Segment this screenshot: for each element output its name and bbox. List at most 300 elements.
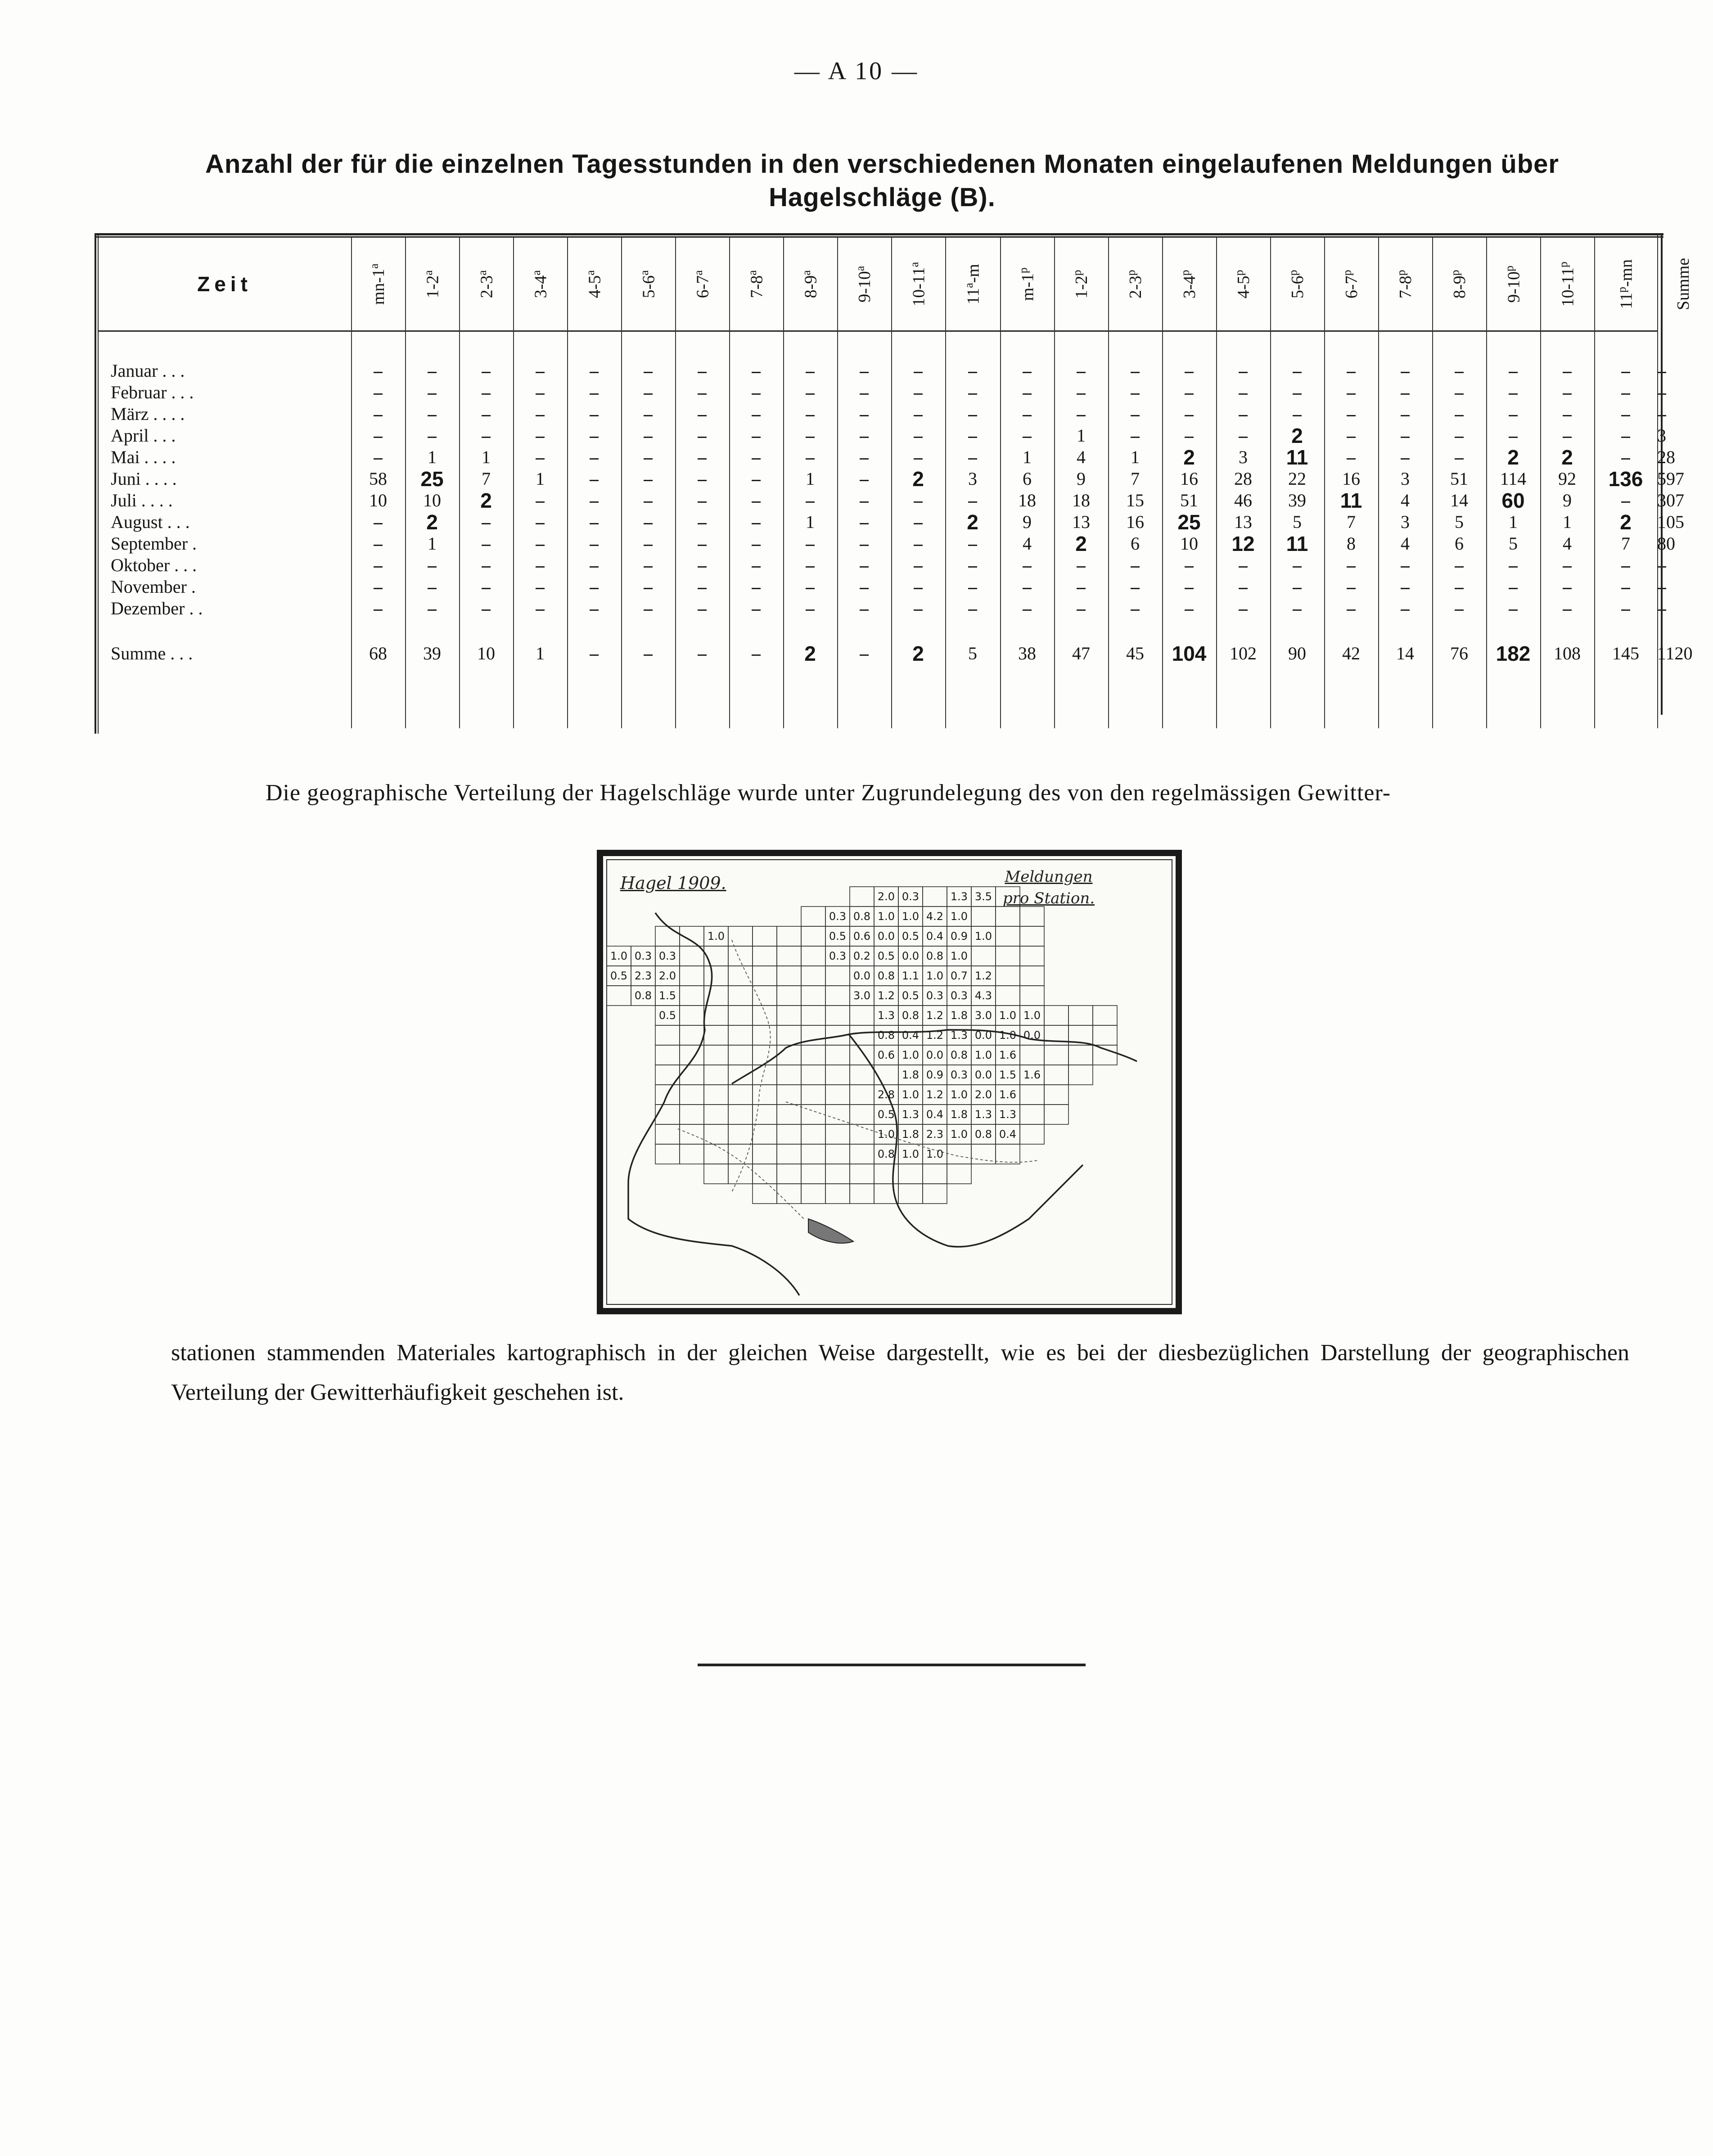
- dash-mark: [1239, 437, 1248, 438]
- column-header-base: 10-11: [909, 267, 929, 307]
- column-header-base: 1-2: [1072, 275, 1091, 298]
- table-cell-empty: [1432, 598, 1486, 619]
- dash-mark: [968, 437, 977, 438]
- table-cell: 1: [1077, 425, 1086, 446]
- table-cell-empty: [837, 447, 891, 468]
- table-cell-empty: [1216, 403, 1270, 425]
- table-cell-empty: [1540, 425, 1594, 447]
- map-cell-value: 1.5: [999, 1069, 1017, 1081]
- dash-mark: [644, 480, 653, 481]
- map-cell-value: 3.0: [853, 989, 871, 1002]
- table-cell-empty: [459, 360, 513, 382]
- dash-mark: [860, 501, 869, 503]
- table-cell: 3: [1401, 469, 1410, 489]
- table-cell-empty: [1594, 403, 1657, 425]
- table-cell-empty: [1378, 425, 1432, 447]
- row-label: November .: [111, 577, 196, 597]
- map-cell-value: 0.5: [829, 930, 847, 943]
- column-header-label: [1615, 259, 1636, 309]
- dash-mark: [968, 545, 977, 546]
- map-cell-value: 1.6: [999, 1049, 1017, 1061]
- map-cell-value: 1.3: [950, 890, 968, 903]
- table-cell-empty: [1432, 447, 1486, 468]
- table-cell-empty: [783, 490, 837, 511]
- dash-mark: [1239, 588, 1248, 589]
- dash-mark: [1509, 415, 1518, 416]
- table-cell-empty: [1216, 598, 1270, 619]
- column-header: [783, 239, 837, 329]
- table-cell-empty: [621, 576, 675, 598]
- table-cell: 18: [1072, 490, 1090, 510]
- map-cell-value: 0.0: [926, 1049, 944, 1061]
- column-header: [1162, 239, 1216, 329]
- table-cell-empty: [675, 643, 729, 664]
- table-cell-empty: [1594, 598, 1657, 619]
- table-cell-empty: [459, 533, 513, 555]
- page-header: — A 10 —: [794, 57, 919, 85]
- table-cell: 9: [1023, 512, 1032, 532]
- table-cell: 14: [1450, 490, 1468, 510]
- dash-mark: [590, 393, 599, 395]
- hail-reports-table: [95, 233, 1693, 734]
- map-cell-value: 1.0: [950, 1088, 968, 1101]
- dash-mark: [1131, 372, 1140, 373]
- table-cell-empty: [621, 511, 675, 533]
- table-cell: 60: [1501, 489, 1525, 512]
- column-header-base: 9-10: [1504, 271, 1524, 303]
- dash-mark: [752, 415, 761, 416]
- table-cell: 114: [1500, 469, 1527, 489]
- column-header: [945, 239, 1000, 329]
- dash-mark: [428, 393, 437, 395]
- dash-mark: [860, 437, 869, 438]
- dash-mark: [914, 393, 923, 395]
- dash-mark: [644, 393, 653, 395]
- column-header-label: [1287, 270, 1308, 298]
- table-cell-empty: [891, 360, 945, 382]
- map-cell-value: 0.8: [877, 970, 895, 982]
- dash-mark: [644, 458, 653, 460]
- column-header-label: [800, 270, 821, 298]
- map-cell-value: 1.3: [877, 1009, 895, 1022]
- table-cell: 2: [1291, 424, 1303, 447]
- table-cell-empty: [1054, 598, 1108, 619]
- table-cell-empty: [513, 598, 567, 619]
- table-cell: 16: [1180, 469, 1198, 489]
- table-cell-empty: [567, 425, 621, 447]
- map-cell-value: 0.6: [853, 930, 871, 943]
- map-cell-value: 1.2: [877, 989, 895, 1002]
- table-title: [153, 148, 1611, 214]
- table-cell-empty: [729, 490, 783, 511]
- dash-mark: [428, 437, 437, 438]
- table-cell-empty: [1162, 403, 1216, 425]
- table-cell-empty: [567, 555, 621, 576]
- table-cell-empty: [513, 511, 567, 533]
- dash-mark: [590, 458, 599, 460]
- dash-mark: [1347, 415, 1356, 416]
- dash-mark: [1131, 588, 1140, 589]
- table-header-rule: [99, 330, 1657, 332]
- table-cell-empty: [945, 555, 1000, 576]
- table-cell-empty: [1000, 576, 1054, 598]
- dash-mark: [1239, 393, 1248, 395]
- table-cell: 8: [1347, 533, 1356, 554]
- dash-mark: [914, 523, 923, 524]
- dash-mark: [1563, 609, 1572, 611]
- table-cell-empty: [1324, 576, 1378, 598]
- column-header-label: [1673, 258, 1693, 310]
- table-cell: 80: [1657, 533, 1675, 554]
- column-header-sup: p: [1340, 270, 1354, 276]
- dash-mark: [1621, 393, 1630, 395]
- table-cell-empty: [1540, 598, 1594, 619]
- dash-mark: [1293, 609, 1302, 611]
- map-title-right-line-1: Meldungen: [1005, 868, 1093, 886]
- table-cell-empty: [675, 490, 729, 511]
- dash-mark: [914, 458, 923, 460]
- dash-mark: [644, 372, 653, 373]
- table-cell-empty: [729, 598, 783, 619]
- table-cell-empty: [1000, 598, 1054, 619]
- map-cell-value: 1.2: [926, 1088, 944, 1101]
- dash-mark: [1347, 393, 1356, 395]
- table-cell-empty: [891, 403, 945, 425]
- table-cell-empty: [837, 576, 891, 598]
- table-cell-empty: [621, 468, 675, 490]
- map-cell-value: 2.8: [877, 1088, 895, 1101]
- dash-mark: [1077, 609, 1086, 611]
- table-cell-empty: [621, 598, 675, 619]
- column-header-label: [1125, 270, 1146, 298]
- dash-mark: [968, 588, 977, 589]
- column-header-sup: a: [367, 263, 381, 269]
- column-header: [1000, 239, 1054, 329]
- dash-mark: [1023, 588, 1032, 589]
- table-cell: 12: [1231, 532, 1255, 555]
- map-cell-value: 1.3: [950, 1029, 968, 1042]
- table-cell: 3: [1239, 447, 1248, 467]
- map-cell-value: 0.4: [926, 930, 944, 943]
- map-title-left: Hagel 1909.: [620, 873, 726, 893]
- dash-mark: [1347, 566, 1356, 568]
- dash-mark: [1185, 588, 1194, 589]
- table-cell-empty: [891, 598, 945, 619]
- table-cell-empty: [405, 382, 459, 403]
- column-header-label: [692, 270, 713, 298]
- column-header: [837, 239, 891, 329]
- table-cell-empty: [945, 382, 1000, 403]
- dash-mark: [536, 393, 545, 395]
- row-label: Summe . . .: [111, 643, 193, 663]
- map-cell-value: 1.1: [902, 970, 920, 982]
- column-header-sup: a: [583, 270, 597, 275]
- dash-mark: [698, 415, 707, 416]
- table-cell-empty: [891, 447, 945, 468]
- table-cell-empty: [945, 490, 1000, 511]
- dash-mark: [1621, 458, 1630, 460]
- column-header-base: 5-6: [639, 275, 658, 298]
- table-cell: 1: [1563, 512, 1572, 532]
- table-cell: 1: [1023, 447, 1032, 467]
- column-header: [459, 239, 513, 329]
- dash-mark: [1023, 415, 1032, 416]
- dash-mark: [1657, 588, 1666, 589]
- column-header-base: 11: [1617, 292, 1636, 309]
- table-cell-empty: [1054, 382, 1108, 403]
- map-cell-value: 3.5: [974, 890, 992, 903]
- dash-mark: [968, 458, 977, 460]
- table-cell-empty: [1000, 403, 1054, 425]
- table-cell-empty: [1270, 360, 1324, 382]
- dash-mark: [914, 437, 923, 438]
- table-cell-empty: [1486, 360, 1540, 382]
- table-cell: 51: [1180, 490, 1198, 510]
- map-cell-value: 0.5: [658, 1009, 676, 1022]
- column-header-label: [638, 270, 659, 298]
- column-header-base: 4-5: [585, 275, 604, 298]
- dash-mark: [1509, 609, 1518, 611]
- column-header: [1216, 239, 1270, 329]
- column-header: [675, 239, 729, 329]
- table-cell-empty: [405, 403, 459, 425]
- dash-mark: [1347, 458, 1356, 460]
- map-cell-value: 0.0: [974, 1069, 992, 1081]
- column-header: [891, 239, 945, 329]
- column-header-base: 5-6: [1288, 275, 1307, 298]
- table-cell: 2: [912, 642, 924, 665]
- map-cell-value: 1.0: [707, 930, 725, 943]
- table-cell-empty: [1270, 555, 1324, 576]
- column-header-base: m-1: [1018, 273, 1037, 301]
- map-cell-value: 0.0: [1023, 1029, 1041, 1042]
- table-cell-empty: [729, 468, 783, 490]
- table-cell: 136: [1608, 467, 1643, 491]
- row-label: März . . . .: [111, 404, 185, 424]
- dash-mark: [1455, 609, 1464, 611]
- column-header-base: 3-4: [1180, 275, 1199, 298]
- table-cell: 1: [1131, 447, 1140, 467]
- map-cell-value: 0.7: [950, 970, 968, 982]
- map-cell-value: 1.3: [974, 1108, 992, 1121]
- table-cell-empty: [1054, 360, 1108, 382]
- dash-mark: [1455, 393, 1464, 395]
- column-header-sup: p: [1286, 270, 1300, 276]
- dash-mark: [806, 458, 815, 460]
- table-cell: 4: [1563, 533, 1572, 554]
- table-cell: 2: [1183, 446, 1195, 469]
- table-cell-empty: [405, 598, 459, 619]
- map-cell-value: 1.0: [902, 1049, 920, 1061]
- dash-mark: [644, 654, 653, 656]
- table-cell: 25: [420, 467, 444, 491]
- map-cell-value: 1.0: [926, 1148, 944, 1160]
- table-cell: 10: [1180, 533, 1198, 554]
- dash-mark: [644, 609, 653, 611]
- table-cell: 13: [1072, 512, 1090, 532]
- table-cell-empty: [1657, 403, 1666, 425]
- column-header-base: 3-4: [531, 275, 550, 298]
- map-cell-value: 1.8: [902, 1069, 920, 1081]
- dash-mark: [752, 588, 761, 589]
- column-header-base: 4-5: [1234, 275, 1253, 298]
- table-cell-empty: [1270, 576, 1324, 598]
- dash-mark: [1455, 372, 1464, 373]
- table-cell-empty: [1486, 425, 1540, 447]
- map-cell-value: 1.3: [999, 1108, 1017, 1121]
- table-cell-empty: [729, 511, 783, 533]
- table-cell: 5: [1293, 512, 1302, 532]
- table-cell-empty: [567, 360, 621, 382]
- map-cell-value: 1.0: [950, 910, 968, 923]
- table-cell-empty: [1162, 598, 1216, 619]
- map-cell-value: 0.8: [902, 1009, 920, 1022]
- table-cell: 15: [1126, 490, 1144, 510]
- table-cell: 92: [1558, 469, 1576, 489]
- table-cell-empty: [513, 576, 567, 598]
- table-cell-empty: [567, 447, 621, 468]
- column-header-label: [1341, 270, 1362, 298]
- table-cell-empty: [1432, 382, 1486, 403]
- dash-mark: [968, 609, 977, 611]
- table-cell-empty: [1000, 425, 1054, 447]
- table-cell-empty: [945, 403, 1000, 425]
- dash-mark: [536, 566, 545, 568]
- table-cell: 39: [423, 643, 441, 663]
- dash-mark: [914, 501, 923, 503]
- column-header-base: 10-11: [1558, 267, 1578, 307]
- table-cell-empty: [1270, 382, 1324, 403]
- dash-mark: [482, 523, 491, 524]
- dash-mark: [914, 609, 923, 611]
- dash-mark: [914, 566, 923, 568]
- table-cell: 2: [480, 489, 492, 512]
- table-cell-empty: [1657, 382, 1666, 403]
- map-cell-value: 0.0: [877, 930, 895, 943]
- dash-mark: [806, 588, 815, 589]
- table-cell-empty: [1378, 576, 1432, 598]
- row-label: Oktober . . .: [111, 555, 197, 575]
- row-label: September .: [111, 533, 197, 554]
- table-cell-empty: [1486, 598, 1540, 619]
- table-cell-empty: [567, 490, 621, 511]
- dash-mark: [1131, 566, 1140, 568]
- table-cell-empty: [675, 555, 729, 576]
- column-header-label: [1179, 270, 1200, 298]
- map-cell-value: 1.0: [974, 930, 992, 943]
- dash-mark: [1293, 372, 1302, 373]
- table-cell-empty: [891, 382, 945, 403]
- table-cell-empty: [837, 511, 891, 533]
- table-cell-empty: [729, 382, 783, 403]
- dash-mark: [1185, 372, 1194, 373]
- column-header-base: 1-2: [423, 275, 442, 298]
- dash-mark: [1401, 609, 1410, 611]
- table-cell-empty: [783, 360, 837, 382]
- column-header-label: [584, 270, 605, 298]
- table-cell-empty: [837, 360, 891, 382]
- dash-mark: [644, 501, 653, 503]
- table-cell-empty: [837, 425, 891, 447]
- dash-mark: [536, 523, 545, 524]
- table-cell-empty: [459, 425, 513, 447]
- hail-map-figure: [597, 850, 1182, 1314]
- table-cell-empty: [945, 447, 1000, 468]
- dash-mark: [590, 523, 599, 524]
- map-cell-value: 0.9: [950, 930, 968, 943]
- dash-mark: [1077, 566, 1086, 568]
- dash-mark: [1621, 415, 1630, 416]
- table-cell-empty: [351, 511, 405, 533]
- map-cell-value: 1.8: [950, 1108, 968, 1121]
- column-header-sup: a: [799, 270, 813, 275]
- table-cell-empty: [729, 576, 783, 598]
- dash-mark: [590, 609, 599, 611]
- table-cell-empty: [1324, 598, 1378, 619]
- table-cell: 38: [1018, 643, 1036, 663]
- column-header-sup: p: [1556, 261, 1570, 267]
- dash-mark: [590, 545, 599, 546]
- table-cell-empty: [1108, 382, 1162, 403]
- dash-mark: [968, 566, 977, 568]
- table-cell: 18: [1018, 490, 1036, 510]
- dash-mark: [374, 609, 383, 611]
- table-cell-empty: [675, 511, 729, 533]
- table-cell: 10: [369, 490, 387, 510]
- dash-mark: [1657, 415, 1666, 416]
- table-cell-empty: [1108, 598, 1162, 619]
- table-cell-empty: [1432, 555, 1486, 576]
- table-cell: 68: [369, 643, 387, 663]
- dash-mark: [914, 588, 923, 589]
- table-cell-empty: [405, 576, 459, 598]
- map-cell-value: 1.0: [877, 910, 895, 923]
- dash-mark: [1023, 437, 1032, 438]
- column-header-label: [1071, 270, 1092, 298]
- table-cell-empty: [621, 425, 675, 447]
- table-cell: 16: [1342, 469, 1360, 489]
- map-cell-value: 3.0: [974, 1009, 992, 1022]
- table-cell-empty: [1594, 555, 1657, 576]
- map-cell-value: 0.3: [950, 1069, 968, 1081]
- dash-mark: [1509, 372, 1518, 373]
- dash-mark: [1455, 415, 1464, 416]
- dash-mark: [698, 480, 707, 481]
- dash-mark: [968, 372, 977, 373]
- dash-mark: [698, 654, 707, 656]
- column-header-sup: p: [1448, 270, 1462, 276]
- dash-mark: [1023, 393, 1032, 395]
- map-cell-value: 0.8: [877, 1029, 895, 1042]
- table-cell: 2: [967, 510, 978, 534]
- table-cell: 13: [1234, 512, 1252, 532]
- map-cell-value: 1.0: [999, 1009, 1017, 1022]
- table-cell-empty: [1594, 490, 1657, 511]
- column-header-sup: p: [1232, 270, 1246, 276]
- dash-mark: [1621, 501, 1630, 503]
- map-cell-value: 1.2: [974, 970, 992, 982]
- dash-mark: [1563, 415, 1572, 416]
- table-cell-empty: [783, 576, 837, 598]
- table-cell-empty: [1108, 576, 1162, 598]
- table-cell: 104: [1172, 642, 1207, 665]
- table-cell-empty: [621, 382, 675, 403]
- dash-mark: [1401, 372, 1410, 373]
- map-cell-value: 0.0: [853, 970, 871, 982]
- column-header-sup: a: [637, 270, 651, 275]
- table-cell-empty: [513, 447, 567, 468]
- dash-mark: [860, 566, 869, 568]
